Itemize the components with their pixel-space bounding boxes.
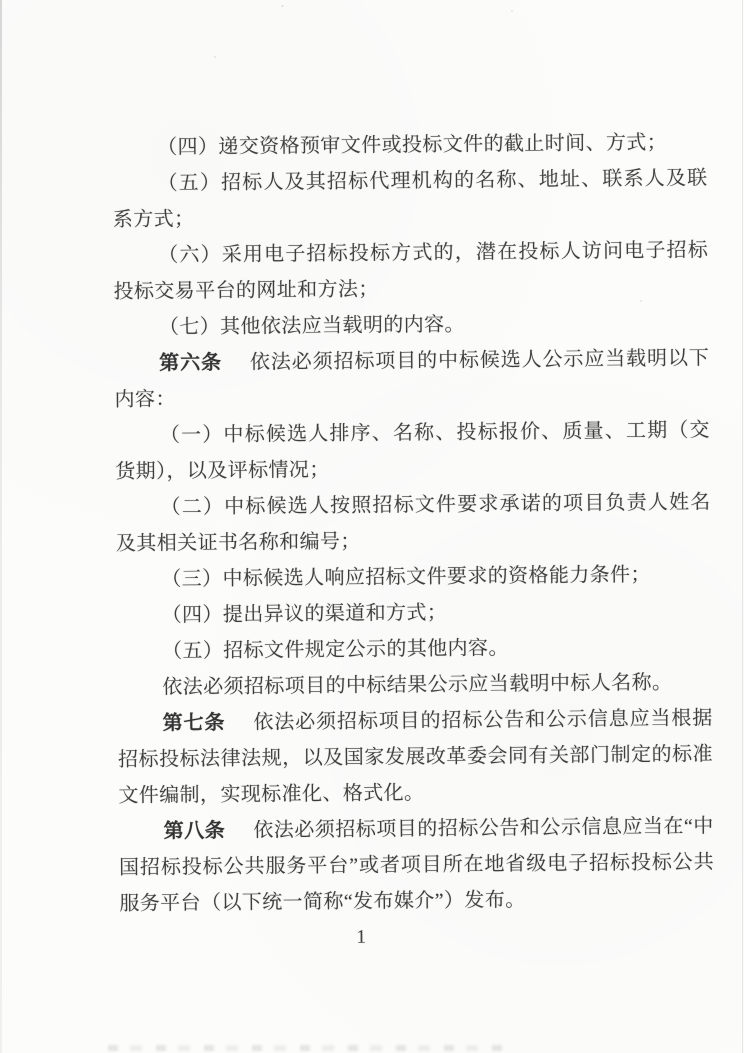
paragraph-text: （三）中标候选人响应招标文件要求的资格能力条件；: [161, 563, 652, 591]
next-page-bleed-through: [108, 1045, 508, 1051]
clause-item: [116, 556, 711, 598]
paragraph-text: 依法必须招标项目的招标公告和公示信息应当根据招标投标法律法规，以及国家发展改革委会同有关部门制定的标准文件编制，实现标准化、格式化。: [117, 707, 714, 807]
paragraph-text: 依法必须招标项目的中标候选人公示应当载明以下内容：: [114, 347, 710, 411]
clause-item: [117, 628, 712, 670]
clause-item: [115, 484, 711, 562]
paragraph-text: （四）提出异议的渠道和方式；: [161, 601, 448, 627]
article-number: 第六条: [159, 351, 223, 375]
clause-item: [115, 412, 711, 490]
paragraph-text: （二）中标候选人按照招标文件要求承诺的项目负责人姓名及其相关证书名称和编号；: [115, 491, 711, 555]
body-paragraph: [117, 664, 712, 706]
scan-speck: [281, 5, 284, 7]
paragraph-text: （五）招标文件规定公示的其他内容。: [161, 637, 509, 663]
paragraph-text: （五）招标人及其招标代理机构的名称、地址、联系人及联系方式；: [112, 167, 708, 231]
article-paragraph: [119, 808, 715, 922]
paragraph-text: 依法必须招标项目的中标结果公示应当载明中标人名称。: [162, 671, 673, 699]
scan-edge-right: [742, 0, 743, 1053]
article-paragraph: [118, 700, 714, 814]
clause-item: [112, 124, 707, 166]
clause-item: [113, 232, 709, 310]
scan-speck: [214, 56, 216, 58]
paragraph-text: （七）其他依法应当载明的内容。: [158, 313, 465, 339]
paragraph-text: （一）中标候选人排序、名称、投标报价、质量、工期（交货期），以及评标情况；: [115, 419, 711, 483]
paragraph-text: （六）采用电子招标投标方式的，潜在投标人访问电子招标投标交易平台的网址和方法；: [113, 239, 709, 303]
scan-edge-left: [0, 0, 2, 1053]
clause-item: [112, 160, 708, 238]
article-number: 第八条: [163, 819, 226, 843]
paragraph-text: （四）递交资格预审文件或投标文件的截止时间、方式；: [157, 131, 668, 159]
scan-speck: [511, 10, 513, 12]
article-paragraph: [114, 340, 710, 418]
clause-item: [116, 592, 711, 634]
paragraph-text: 依法必须招标项目的招标公告和公示信息应当在“中国招标投标公共服务平台”或者项目所在地省级电子招标投标公共服务平台（以下统一简称“发布媒介”）发布。: [118, 815, 715, 915]
article-number: 第七条: [162, 711, 226, 735]
page-number: 1: [356, 926, 367, 948]
document-body: [112, 124, 715, 958]
clause-item: [114, 304, 709, 346]
